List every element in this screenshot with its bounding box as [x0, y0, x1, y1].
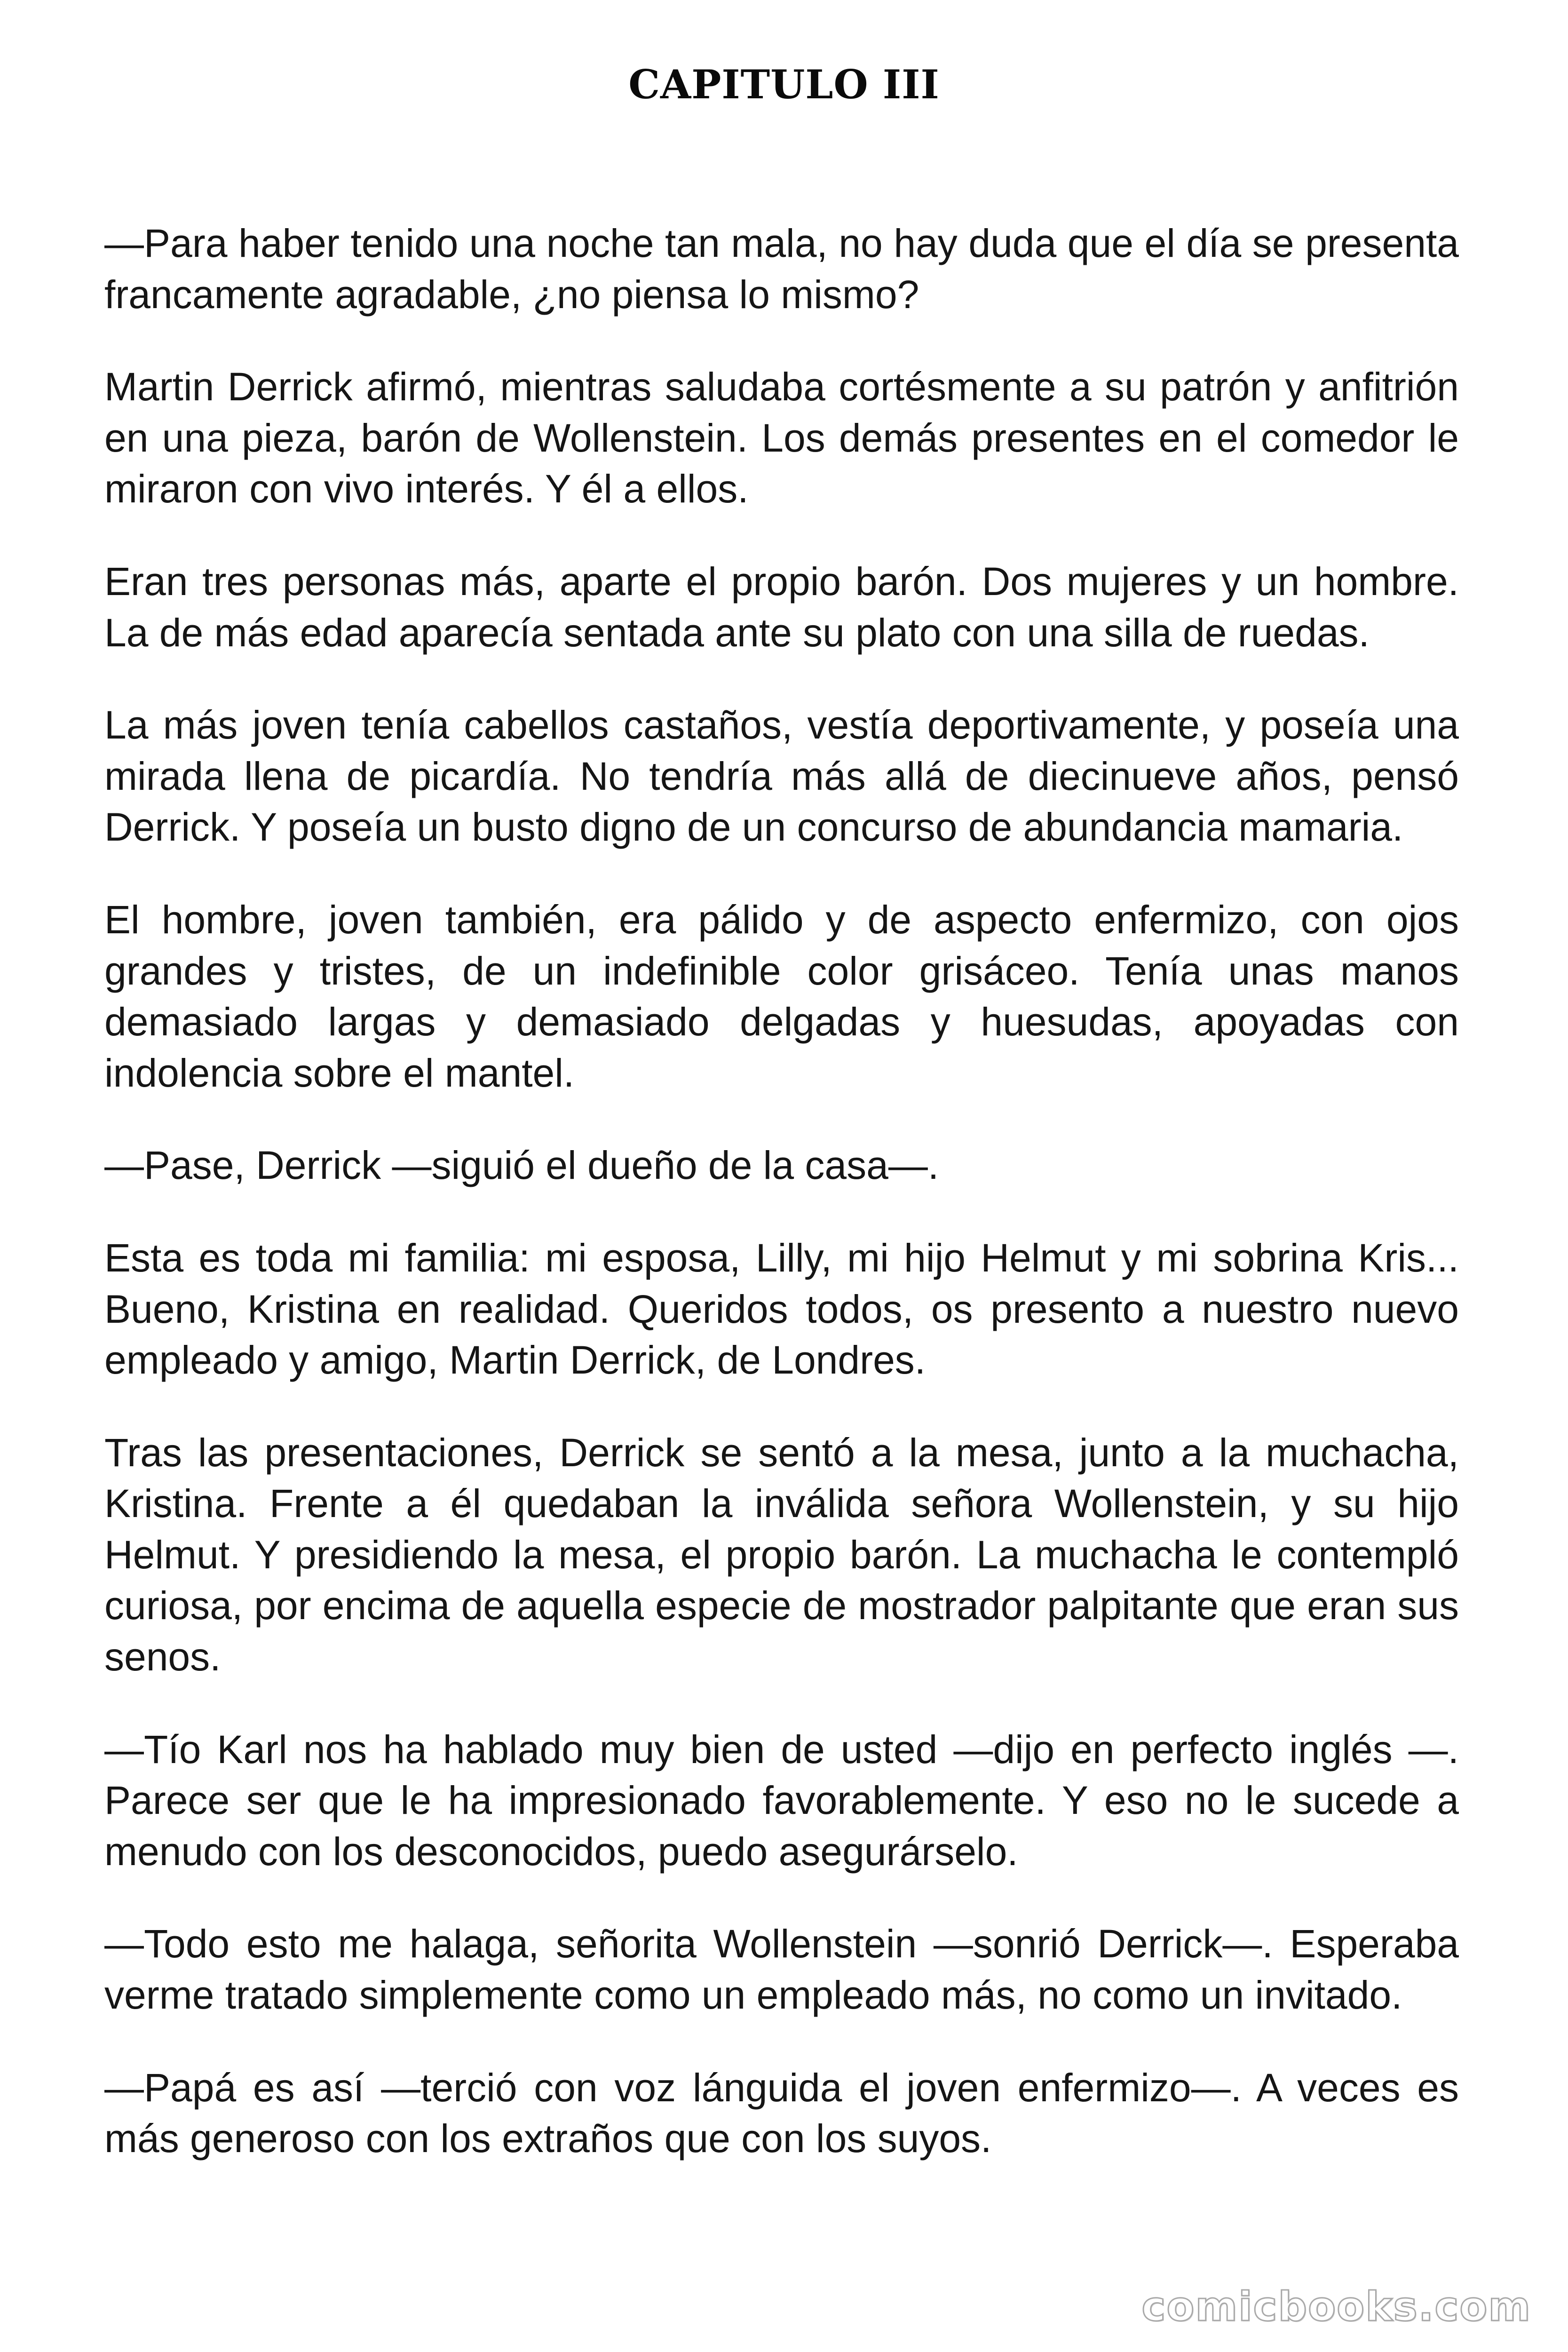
paragraph-6: —Pase, Derrick —siguió el dueño de la casa—.: [104, 1143, 939, 1188]
chapter-body: [104, 218, 1459, 2164]
paragraph-5: El hombre, joven también, era pálido y de aspecto enfermizo, con ojos grandes y tristes, de un indefinible color grisáceo. Tenía unas manos demasiado largas y demasiado delgadas y huesudas, apoyadas con indolencia sobre el mantel.: [104, 897, 1459, 1095]
paragraph-2: Martin Derrick afirmó, mientras saludaba cortésmente a su patrón y anfitrión en una pieza, barón de Wollenstein. Los demás presentes en el comedor le miraron con vivo interés. Y él a ellos.: [104, 365, 1459, 511]
paragraph-3: Eran tres personas más, aparte el propio barón. Dos mujeres y un hombre. La de más edad aparecía sentada ante su plato con una silla de ruedas.: [104, 559, 1459, 655]
watermark-logo: comicbooks.com: [1141, 2283, 1531, 2330]
paragraph-4: La más joven tenía cabellos castaños, vestía deportivamente, y poseía una mirada llena de picardía. No tendría más allá de diecinueve años, pensó Derrick. Y poseía un busto digno de un concurso de abundancia mamaria.: [104, 703, 1459, 850]
paragraph-1: —Para haber tenido una noche tan mala, no hay duda que el día se presenta francamente agradable, ¿no piensa lo mismo?: [104, 221, 1459, 317]
paragraph-9: —Tío Karl nos ha hablado muy bien de usted —dijo en perfecto inglés —. Parece ser que le ha impresionado favorablemente. Y eso no le sucede a menudo con los desconocidos, puedo asegurárselo.: [104, 1727, 1459, 1874]
chapter-title: CAPITULO III: [628, 61, 940, 108]
paragraph-10: —Todo esto me halaga, señorita Wollenstein —sonrió Derrick—. Esperaba verme tratado simplemente como un empleado más, no como un invitado.: [104, 1922, 1459, 2018]
paragraph-8: Tras las presentaciones, Derrick se sentó a la mesa, junto a la muchacha, Kristina. Frente a él quedaban la inválida señora Wollenstein, y su hijo Helmut. Y presidiendo la mesa, el propio barón. La muchacha le contempló curiosa, por encima de aquella especie de mostrador palpitante que eran sus senos.: [104, 1430, 1459, 1679]
paragraph-7: Esta es toda mi familia: mi esposa, Lilly, mi hijo Helmut y mi sobrina Kris... Bueno, Kristina en realidad. Queridos todos, os presento a nuestro nuevo empleado y amigo, Martin Derrick, de Londres.: [104, 1235, 1459, 1383]
paragraph-11: —Papá es así —terció con voz lánguida el joven enfermizo—. A veces es más generoso con los extraños que con los suyos.: [104, 2065, 1459, 2161]
